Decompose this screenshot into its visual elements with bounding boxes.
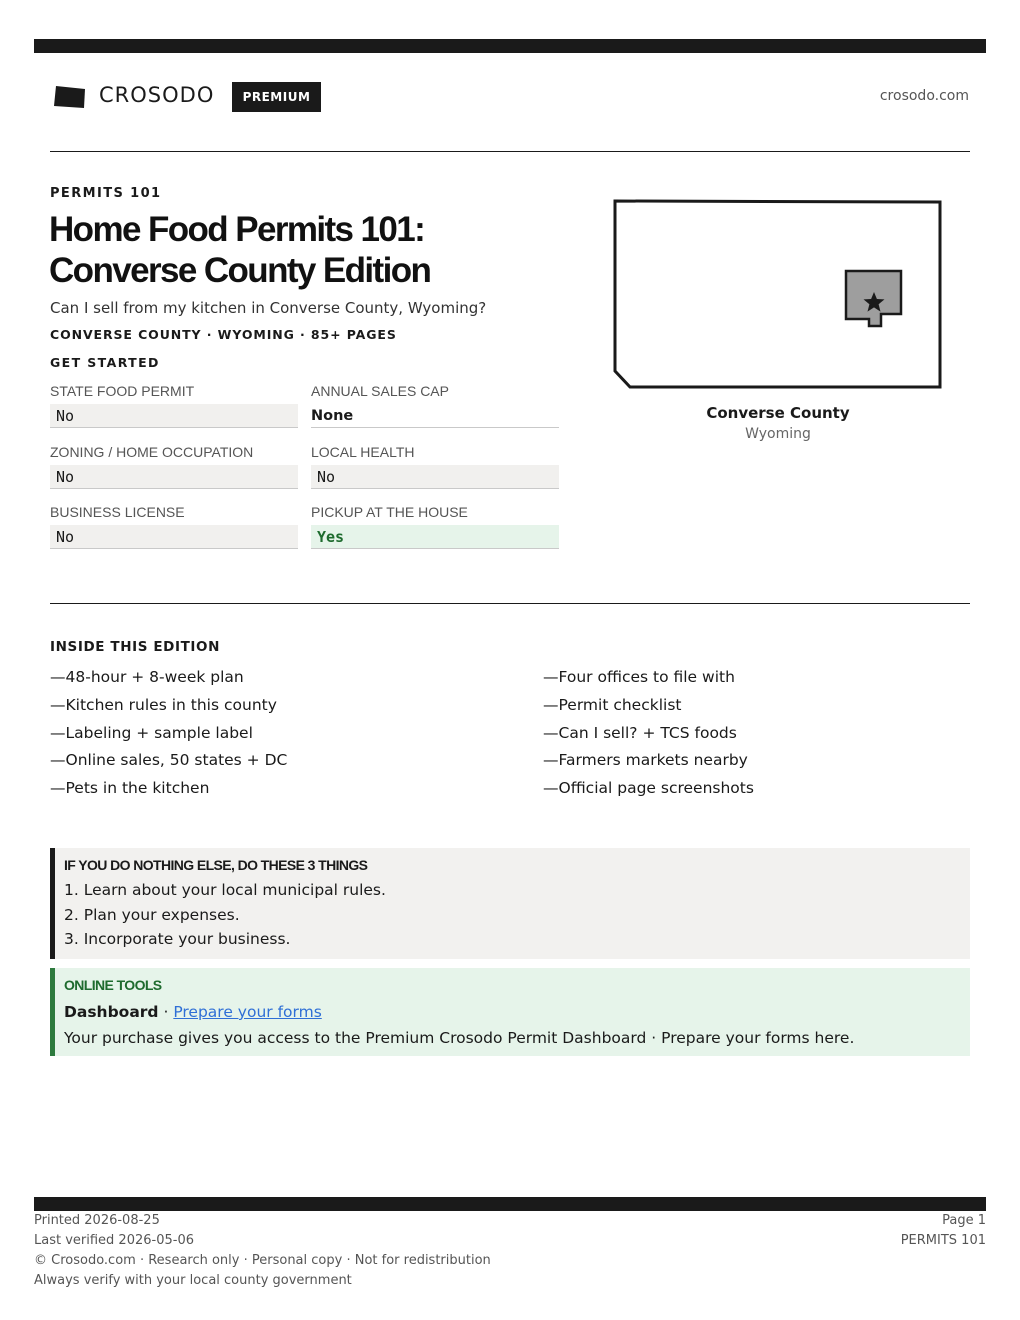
field-value: No	[311, 465, 559, 489]
must-do-list	[64, 878, 970, 952]
wyoming-logo-icon	[54, 84, 86, 110]
callout-title: ONLINE TOOLS	[64, 977, 162, 993]
field-label: LOCAL HEALTH	[311, 444, 415, 460]
footer-section: PERMITS 101	[900, 1233, 986, 1248]
field-state-food-permit	[50, 381, 298, 428]
page-title	[49, 209, 589, 291]
copyright-notice: © Crosodo.com · Research only · Personal copy · Not for redistribution	[34, 1253, 491, 1268]
field-annual-sales-cap	[311, 381, 559, 428]
list-item: 1. Learn about your local municipal rules.	[64, 881, 386, 899]
page-number: Page 1	[942, 1213, 986, 1228]
bottom-bar	[34, 1197, 986, 1211]
callout-title: IF YOU DO NOTHING ELSE, DO THESE 3 THINGS	[64, 857, 368, 873]
field-value: No	[50, 465, 298, 489]
field-label: STATE FOOD PERMIT	[50, 383, 195, 399]
header-divider	[50, 151, 970, 152]
list-item: — 48-hour + 8-week plan	[50, 666, 287, 694]
field-label: BUSINESS LICENSE	[50, 504, 185, 520]
list-item: 3. Incorporate your business.	[64, 930, 291, 948]
section-divider	[50, 603, 970, 604]
must-do-callout	[50, 848, 970, 959]
field-value: No	[50, 404, 298, 428]
map-county-name: Converse County	[706, 404, 850, 422]
top-bar	[34, 39, 986, 53]
verify-disclaimer: Always verify with your local county government	[34, 1273, 352, 1288]
title-line-2: Converse County Edition	[49, 251, 431, 290]
prepare-forms-link[interactable]: Prepare your forms	[173, 1003, 322, 1021]
inside-edition-heading: INSIDE THIS EDITION	[50, 639, 221, 655]
dashboard-label: Dashboard	[64, 1003, 159, 1021]
header	[50, 80, 970, 114]
list-item: — Online sales, 50 states + DC	[50, 749, 287, 777]
wyoming-county-map	[612, 198, 944, 392]
field-business-license	[50, 502, 298, 549]
verified-date: Last verified 2026-05-06	[34, 1233, 194, 1248]
field-value: No	[50, 525, 298, 549]
tools-description: Your purchase gives you access to the Premium Crosodo Permit Dashboard · Prepare your forms here.	[64, 1029, 855, 1047]
list-item: — Can I sell? + TCS foods	[543, 722, 754, 750]
field-value: None	[311, 404, 559, 428]
field-value: Yes	[311, 525, 559, 549]
section-eyebrow: PERMITS 101	[50, 186, 162, 201]
field-label: PICKUP AT THE HOUSE	[311, 504, 468, 520]
list-item: — Four offices to file with	[543, 666, 754, 694]
title-line-1: Home Food Permits 101:	[49, 210, 425, 249]
list-item: — Farmers markets nearby	[543, 749, 754, 777]
printed-date: Printed 2026-08-25	[34, 1213, 160, 1228]
site-url[interactable]: crosodo.com	[879, 88, 969, 104]
list-item: — Permit checklist	[543, 694, 754, 722]
field-label: ANNUAL SALES CAP	[311, 383, 449, 399]
contents-list-left	[50, 666, 287, 805]
list-item: — Official page screenshots	[543, 777, 754, 805]
get-started-heading: GET STARTED	[50, 355, 160, 370]
online-tools-callout	[50, 968, 970, 1056]
edition-meta: CONVERSE COUNTY · WYOMING · 85+ PAGES	[50, 327, 397, 342]
contents-list-right	[543, 666, 754, 805]
field-pickup-at-the-house	[311, 502, 559, 549]
dashboard-line	[64, 1002, 970, 1022]
field-label: ZONING / HOME OCCUPATION	[50, 444, 254, 460]
field-local-health	[311, 442, 559, 489]
list-item: — Labeling + sample label	[50, 722, 287, 750]
field-zoning-home-occupation	[50, 442, 298, 489]
page-subtitle: Can I sell from my kitchen in Converse County, Wyoming?	[50, 299, 487, 317]
list-item: — Pets in the kitchen	[50, 777, 287, 805]
brand-name: CROSODO	[99, 83, 215, 107]
separator: ·	[158, 1003, 174, 1021]
map-state-name: Wyoming	[745, 426, 811, 442]
premium-badge: PREMIUM	[232, 82, 321, 112]
list-item: 2. Plan your expenses.	[64, 905, 240, 924]
list-item: — Kitchen rules in this county	[50, 694, 287, 722]
